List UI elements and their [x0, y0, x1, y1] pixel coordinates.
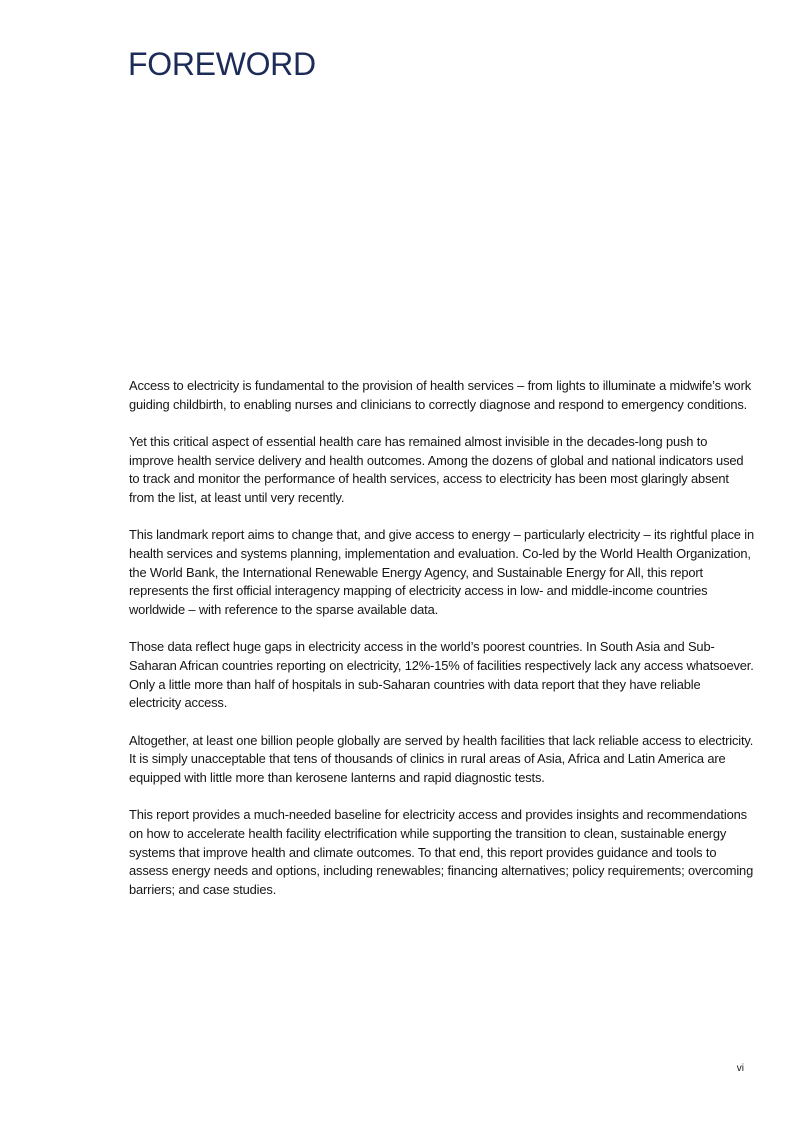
paragraph-1: Access to electricity is fundamental to the provision of health services – from lights to illuminate a midwife’s work guiding childbirth, to enabling nurses and clinicians to correctly diagnose and respond to emergency conditions. — [129, 378, 752, 412]
page-number: vi — [736, 1063, 744, 1074]
paragraph-6: This report provides a much-needed baseline for electricity access and provides insights and recommendations on how to accelerate health facility electrification while supporting the transition to clean, sustainable energy systems that improve health and climate outcomes. To that end, this report provides guidance and tools to assess energy needs and options, including renewables; financing alternatives; policy requirements; overcoming barriers; and case studies. — [129, 807, 754, 897]
page-title: FOREWORD — [128, 46, 316, 82]
paragraph-2: Yet this critical aspect of essential health care has remained almost invisible in the decades-long push to improve health service delivery and health outcomes. Among the dozens of global and national indicators used to track and monitor the performance of health services, access to electricity has been most glaringly absent from the list, at least until very recently. — [129, 433, 744, 506]
paragraph-4: Those data reflect huge gaps in electricity access in the world’s poorest countries. In South Asia and Sub-Saharan African countries reporting on electricity, 12%-15% of facilities respectively lack any access whatsoever. Only a little more than half of hospitals in sub-Saharan countries with data report that they have reliable electricity access. — [129, 639, 754, 711]
paragraph-5: Altogether, at least one billion people globally are served by health facilities that lack reliable access to electricity. It is simply unacceptable that tens of thousands of clinics in rural areas of Asia, Africa and Latin America are equipped with little more than kerosene lanterns and rapid diagnostic tests. — [129, 732, 754, 785]
paragraph-3: This landmark report aims to change that, and give access to energy – particularly electricity – its rightful place in health services and systems planning, implementation and evaluation. Co-led by the World Health Organization, the World Bank, the International Renewable Energy Agency, and Sustainable Energy for All, this report represents the first official interagency mapping of electricity access in low- and middle-income countries worldwide – with reference to the sparse available data. — [129, 527, 754, 618]
foreword-body — [129, 377, 754, 918]
